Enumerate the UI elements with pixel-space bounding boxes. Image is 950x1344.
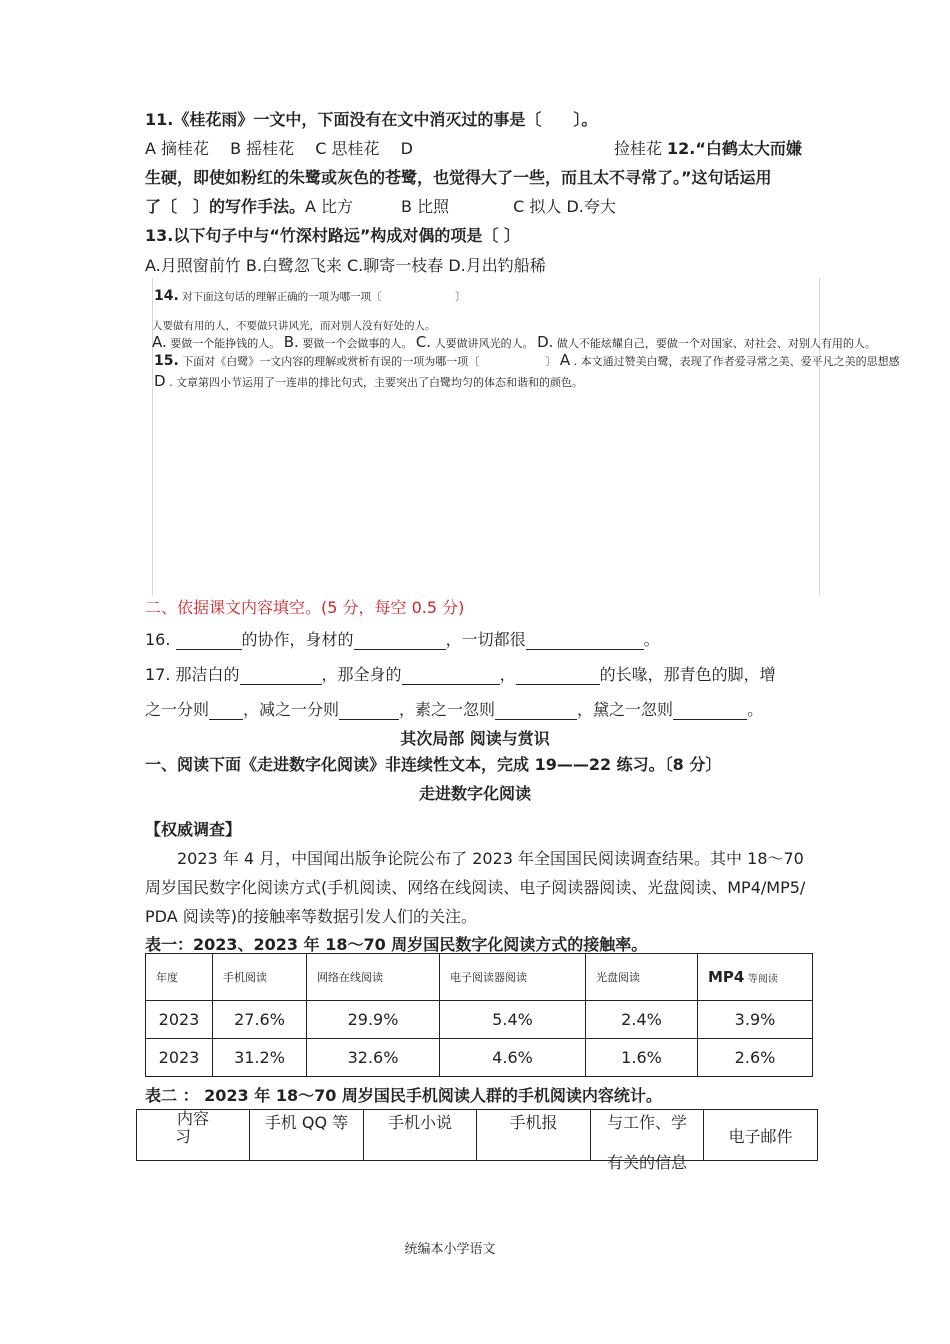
q15-option-d-line [154, 374, 583, 390]
q14-stem: 对下面这句话的理解正确的一项为哪一项〔 〕 [182, 291, 466, 303]
q17-blank-7[interactable] [673, 703, 747, 720]
table2-caption: 表二 ： 2023 年 18～70 周岁国民手机阅读人群的手机阅读内容统计。 [145, 1086, 662, 1105]
q14-options [152, 335, 876, 351]
q14-option-a: 要做一个能挣钱的人。 [170, 337, 281, 350]
part2-question-intro: 一、阅读下面《走进数字化阅读》非连续性文本，完成 19——22 练习。〔8 分〕 [145, 755, 722, 774]
q12-line3 [145, 197, 616, 217]
table1-cell: 1.6% [586, 1039, 698, 1077]
q11-options: A 摘桂花 B 摇桂花 C 思桂花 D [145, 139, 413, 158]
article-subhead: 【权威调查】 [145, 820, 242, 839]
table1-cell: 5.4% [440, 1001, 586, 1039]
q17-text-1: ，那全身的 [321, 665, 402, 684]
q14-header [154, 289, 466, 304]
article-para-line2: 周岁国民数字化阅读方式(手机阅读、网络在线阅读、电子阅读器阅读、光盘阅读、MP4/MP5/ [145, 878, 806, 897]
article-para-line1: 2023 年 4 月，中国闻出版争论院公布了 2023 年全国国民阅读调查结果。其中 18～70 [177, 849, 804, 868]
table2-content-bottom: 习 [175, 1127, 192, 1146]
table2 [136, 1109, 818, 1172]
table1-header-cell: 光盘阅读 [586, 954, 698, 1001]
q15-stem: 下面对《白鹭》一文内容的理解或赏析有误的一项为哪一项〔 〕 [182, 355, 557, 368]
q13-stem: 13.以下句子中与“竹深村路远”构成对偶的项是〔 〕 [145, 226, 520, 245]
q17-line2 [145, 700, 763, 720]
q12-stem-start: 12.“白鹤太大而嫌 [667, 139, 802, 158]
table1-cell: 2023 [146, 1001, 213, 1039]
table-row [137, 1110, 818, 1161]
q16-number: 16. [145, 630, 171, 649]
table2-cell: 手机 QQ 等 [250, 1110, 364, 1161]
q17-text-7: ，黛之一忽则 [577, 700, 674, 719]
q14-option-b-label: B. [283, 333, 299, 351]
table1-cell: 4.6% [440, 1039, 586, 1077]
q15-option-a: . 本文通过赞美白鹭，表现了作者爱寻常之美、爱平凡之美的思想感 [573, 355, 900, 368]
q15-option-d: . 文章第四小节运用了一连串的排比句式，主要突出了白鹭均匀的体态和谐和的颜色。 [169, 376, 584, 389]
article-para-line3: PDA 阅读等)的接触率等数据引发人们的关注。 [145, 907, 477, 926]
q12-options: A 比方 B 比照 C 拟人 D.夸大 [305, 197, 616, 216]
q17-text-3: 的长喙，那青色的脚，增 [599, 665, 776, 684]
q14-sentence: 人要做有用的人，不要做只讲风光，而对别人没有好处的人。 [152, 320, 436, 332]
q16-blank-3[interactable] [526, 633, 644, 650]
table-row [146, 1039, 813, 1077]
section2-heading: 二、依据课文内容填空。(5 分，每空 0.5 分) [145, 598, 465, 617]
q12-stem-line2: 生硬，即使如粉红的朱鹭或灰色的苍鹭，也觉得大了一些，而且太不寻常了。”这句话运用 [145, 168, 772, 187]
q16-blank-1[interactable] [176, 633, 242, 650]
q14-option-b: 要做一个会做事的人。 [302, 337, 413, 350]
table1-cell: 31.2% [213, 1039, 307, 1077]
q12-stem-end: 了〔 〕的写作手法。 [145, 197, 306, 216]
table1-header-row [146, 954, 813, 1001]
table1-header-mp4-suffix: 等阅读 [747, 974, 778, 985]
table1-caption: 表一：2023、2023 年 18～70 周岁国民数字化阅读方式的接触率。 [145, 935, 648, 954]
table1-cell: 2.6% [698, 1039, 813, 1077]
q15-option-d-label: D [154, 372, 166, 390]
table2-cell-content [137, 1110, 250, 1161]
q15-number: 15. [154, 353, 179, 369]
q17-blank-3[interactable] [516, 668, 600, 685]
table-row [146, 1001, 813, 1039]
q16-text-3: 。 [643, 630, 660, 649]
q15-option-a-label: A [559, 351, 571, 369]
article-title: 走进数字化阅读 [418, 784, 531, 803]
q17-blank-2[interactable] [402, 668, 500, 685]
q17-blank-4[interactable] [209, 703, 243, 720]
q14-option-a-label: A. [152, 333, 167, 351]
q17-text-6: ，素之一忽则 [399, 700, 496, 719]
table1-cell: 32.6% [307, 1039, 440, 1077]
q15-header [154, 353, 900, 369]
q17-text-4: 之一分则 [145, 700, 210, 719]
table1-header-cell: 网络在线阅读 [307, 954, 440, 1001]
table1-cell: 29.9% [307, 1001, 440, 1039]
table1-header-mp4: MP4 [708, 968, 745, 986]
table2-cell: 电子邮件 [704, 1110, 818, 1161]
q14-option-d-label: D. [537, 333, 554, 351]
q14-option-c-label: C. [415, 333, 432, 351]
q17-blank-5[interactable] [339, 703, 399, 720]
q17-text-8: 。 [747, 700, 764, 719]
q14-number: 14. [154, 288, 179, 304]
table1-header-cell [698, 954, 813, 1001]
table1-header-cell: 电子阅读器阅读 [440, 954, 586, 1001]
table1-header-cell: 手机阅读 [213, 954, 307, 1001]
q16-text-2: ，一切都很 [445, 630, 526, 649]
table2-cell-work [591, 1110, 704, 1172]
q14-option-c: 人要做讲风光的人。 [434, 337, 534, 350]
q11-option-d: 捡桂花 [614, 139, 663, 158]
q17-text-2: ， [499, 665, 516, 684]
q11-stem: 11.《桂花雨》一文中，下面没有在文中消灭过的事是〔 〕。 [145, 110, 598, 129]
q14-option-d: 做人不能炫耀自己，要做一个对国家、对社会、对别人有用的人。 [556, 337, 876, 350]
q17-blank-6[interactable] [495, 703, 577, 720]
q16-text-1: 的协作，身材的 [241, 630, 354, 649]
table1 [145, 953, 813, 1077]
q13-options: A.月照窗前竹 B.白鹭忽飞来 C.聊寄一枝春 D.月出钓船稀 [145, 256, 546, 275]
q17-text-0: 17. 那洁白的 [145, 665, 240, 684]
page-footer: 统编本小学语文 [404, 1242, 496, 1257]
part2-title: 其次局部 阅读与赏识 [400, 729, 550, 748]
q17-line1 [145, 665, 776, 685]
table2-cell: 手机报 [477, 1110, 591, 1161]
table2-cell: 手机小说 [364, 1110, 477, 1161]
table1-cell: 3.9% [698, 1001, 813, 1039]
table2-work-bottom: 有关的信息 [606, 1153, 687, 1172]
table2-content-top: 内容 [176, 1109, 209, 1128]
table1-cell: 27.6% [213, 1001, 307, 1039]
q16-blank-2[interactable] [354, 633, 446, 650]
q17-text-5: ，减之一分则 [243, 700, 340, 719]
q16 [145, 630, 660, 650]
table1-cell: 2.4% [586, 1001, 698, 1039]
table1-header-cell: 年度 [146, 954, 213, 1001]
q17-blank-1[interactable] [240, 668, 322, 685]
table1-cell: 2023 [146, 1039, 213, 1077]
table2-work-top: 与工作、学 [606, 1113, 687, 1132]
